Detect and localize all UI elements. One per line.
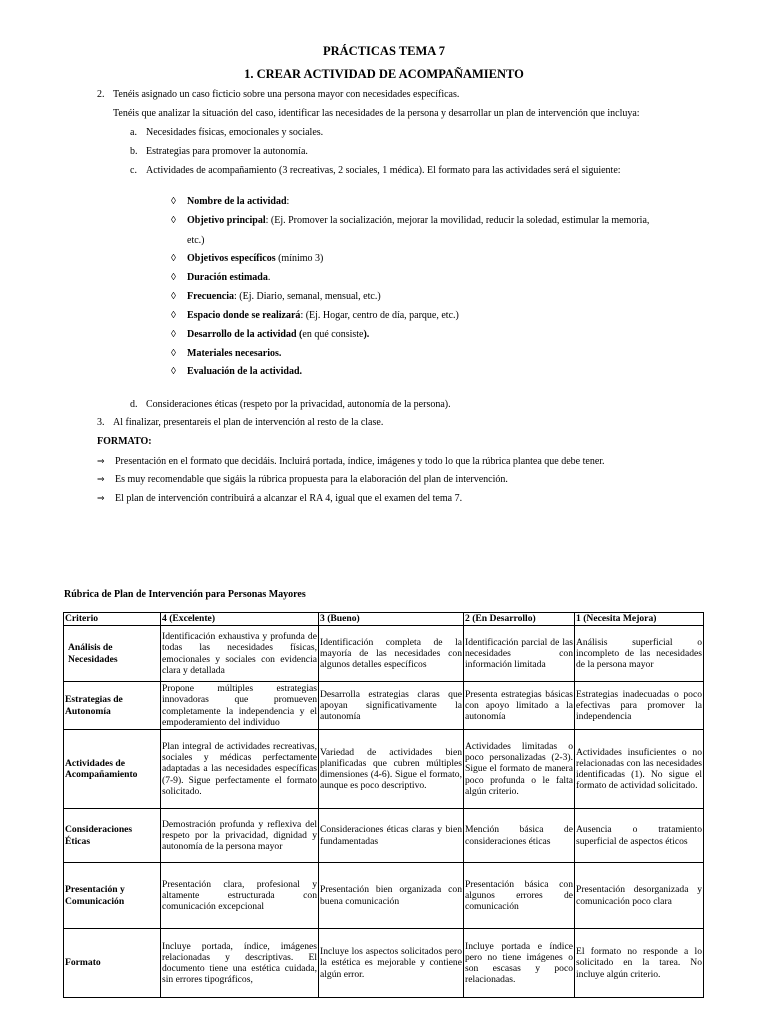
item-3	[97, 416, 383, 429]
bullet-rest: :	[286, 196, 290, 207]
bullet-item	[171, 214, 649, 227]
subitem-letter: d.	[130, 399, 138, 410]
diamond-icon: ◊	[171, 329, 176, 340]
arrow-right-icon: ⇒	[97, 457, 105, 467]
rubric-cell: Variedad de actividades bien planificadas que cubren múltiples dimensiones (4-6). Sigue el formato, aunque es poco descriptivo.	[319, 730, 464, 809]
item-text: Al finalizar, presentareis el plan de intervención al resto de la clase.	[113, 417, 384, 428]
bullet-rest: : (Ej. Promover la socialización, mejorar la movilidad, reducir la soledad, estimular la memoria,	[265, 215, 650, 226]
bullet-bold: Objetivos específicos	[187, 253, 276, 264]
bullet-rest: en qué consiste	[302, 329, 364, 340]
item-2	[97, 88, 459, 101]
subitem-text: Consideraciones éticas (respeto por la privacidad, autonomía de la persona).	[146, 399, 451, 410]
subitem-text: Necesidades físicas, emocionales y sociales.	[146, 127, 324, 138]
header-cell: Criterio	[64, 613, 161, 626]
formato-item	[97, 473, 508, 487]
header-cell: 3 (Bueno)	[319, 613, 464, 626]
table-row	[64, 730, 704, 809]
bullet-item	[171, 309, 459, 322]
header-cell: 4 (Excelente)	[161, 613, 319, 626]
diamond-icon: ◊	[171, 196, 176, 207]
bullet-rest: (mínimo 3)	[275, 253, 324, 264]
table-row	[64, 863, 704, 929]
rubric-cell: Actividades insuficientes o no relacionadas con las necesidades identificadas (1). No sigue el formato de actividad solicitado.	[575, 730, 704, 809]
bullet-item	[171, 252, 323, 265]
subitem-text: Actividades de acompañamiento (3 recreativas, 2 sociales, 1 médica). El formato para las actividades será el siguiente:	[146, 165, 621, 176]
subitem-b	[130, 145, 308, 158]
arrow-right-icon: ⇒	[97, 494, 105, 504]
formato-text: El plan de intervención contribuirá a alcanzar el RA 4, igual que el examen del tema 7.	[115, 493, 463, 504]
subitem-text: Estrategias para promover la autonomía.	[146, 146, 308, 157]
rubric-cell: Desarrolla estrategias claras que apoyan significativamente la autonomía	[319, 682, 464, 730]
header-cell: 2 (En Desarrollo)	[464, 613, 575, 626]
bullet-bold-end: ).	[363, 329, 370, 340]
bullet-bold: Materiales necesarios.	[187, 348, 282, 359]
rubric-cell: Identificación parcial de las necesidades con información limitada	[464, 626, 575, 682]
rubric-cell: Análisis superficial o incompleto de las necesidades de la persona mayor	[575, 626, 704, 682]
formato-label: FORMATO:	[97, 436, 152, 447]
bullet-item	[171, 290, 381, 303]
rubric-cell: Presentación desorganizada y comunicación poco clara	[575, 863, 704, 929]
bullet-bold: Desarrollo de la actividad (	[187, 329, 303, 340]
rubric-cell: Consideraciones éticas claras y bien fundamentadas	[319, 809, 464, 863]
diamond-icon: ◊	[171, 215, 176, 226]
diamond-icon: ◊	[171, 310, 176, 321]
subitem-d	[130, 398, 451, 411]
bullet-rest: : (Ej. Diario, semanal, mensual, etc.)	[234, 291, 381, 302]
formato-item	[97, 492, 462, 506]
bullet-item	[171, 347, 281, 360]
diamond-icon: ◊	[171, 253, 176, 264]
formato-text: Presentación en el formato que decidáis. Incluirá portada, índice, imágenes y todo lo que la rúbrica plantea que debe tener.	[115, 456, 605, 467]
bullet-bold: Nombre de la actividad	[187, 196, 287, 207]
table-row	[64, 929, 704, 998]
formato-item	[97, 455, 605, 469]
rubric-cell: Propone múltiples estrategias innovadoras que promueven completamente la independencia y el empoderamiento del individuo	[162, 683, 317, 728]
table-row	[64, 682, 704, 730]
rubric-cell: El formato no responde a lo solicitado en la tarea. No incluye algún criterio.	[575, 929, 704, 998]
bullet-item	[171, 195, 289, 208]
item-text: Tenéis asignado un caso ficticio sobre una persona mayor con necesidades específicas.	[113, 89, 460, 100]
diamond-icon: ◊	[171, 348, 176, 359]
bullet-item	[171, 271, 270, 284]
rubric-cell: Mención básica de consideraciones éticas	[464, 809, 575, 863]
rubric-cell: Actividades limitadas o poco personalizadas (2-3). Sigue el formato de manera poco profunda o le falta algún criterio.	[464, 730, 575, 809]
table-row	[64, 809, 704, 863]
criterion-cell: Estrategias de Autonomía	[64, 682, 161, 730]
diamond-icon: ◊	[171, 291, 176, 302]
rubric-cell: Demostración profunda y reflexiva del respeto por la privacidad, dignidad y autonomía de la persona mayor	[161, 809, 319, 863]
bullet-rest: .	[267, 272, 271, 283]
rubric-cell: Incluye portada e índice pero no tiene imágenes o son escasas y poco relacionadas.	[464, 929, 575, 998]
bullet-item	[171, 328, 369, 341]
subitem-letter: c.	[130, 165, 137, 176]
rubric-cell: Identificación exhaustiva y profunda de todas las necesidades físicas, emocionales y sociales con evidencia clara y detallada	[161, 626, 319, 682]
rubric-title: Rúbrica de Plan de Intervención para Personas Mayores	[64, 589, 306, 600]
rubric-cell: Presentación clara, profesional y altamente estructurada con comunicación excepcional	[161, 863, 319, 929]
diamond-icon: ◊	[171, 366, 176, 377]
rubric-cell: Identificación completa de la mayoría de las necesidades con algunos detalles específicos	[319, 626, 464, 682]
subitem-letter: b.	[130, 146, 138, 157]
bullet-bold: Espacio donde se realizará	[187, 310, 301, 321]
criterion-cell: Consideraciones Éticas	[64, 809, 161, 863]
item-2-intro: Tenéis que analizar la situación del caso, identificar las necesidades de la persona y desarrollar un plan de intervención que incluya:	[113, 108, 640, 119]
rubric-cell: Estrategias inadecuadas o poco efectivas para promover la independencia	[575, 682, 704, 730]
criterion-cell: Formato	[64, 929, 161, 998]
criterion-cell: Actividades de Acompañamiento	[64, 730, 161, 809]
rubric-cell: Incluye portada, índice, imágenes relacionadas y descriptivas. El documento tiene una estética cuidada, sin errores tipográficos,	[161, 929, 319, 998]
diamond-icon: ◊	[171, 272, 176, 283]
table-header-row	[64, 613, 704, 626]
rubric-cell: Ausencia o tratamiento superficial de aspectos éticos	[575, 809, 704, 863]
rubric-table	[63, 612, 704, 998]
bullet-bold: Duración estimada	[187, 272, 268, 283]
criterion-cell: Presentación y Comunicación	[64, 863, 161, 929]
bullet-continuation: etc.)	[187, 235, 205, 246]
bullet-bold: Objetivo principal	[187, 215, 266, 226]
rubric-cell: Presenta estrategias básicas con apoyo limitado a la autonomía	[464, 682, 575, 730]
subitem-a	[130, 126, 323, 139]
arrow-right-icon: ⇒	[97, 475, 105, 485]
header-cell: 1 (Necesita Mejora)	[575, 613, 704, 626]
rubric-cell: Incluye los aspectos solicitados pero la estética es mejorable y contiene algún error.	[319, 929, 464, 998]
item-number: 2.	[97, 89, 105, 100]
bullet-bold: Evaluación de la actividad.	[187, 366, 303, 377]
subitem-c	[130, 164, 621, 177]
section-title: 1. CREAR ACTIVIDAD DE ACOMPAÑAMIENTO	[244, 67, 524, 81]
bullet-rest: : (Ej. Hogar, centro de día, parque, etc.)	[300, 310, 459, 321]
bullet-bold: Frecuencia	[187, 291, 235, 302]
formato-text: Es muy recomendable que sigáis la rúbrica propuesta para la elaboración del plan de intervención.	[115, 474, 508, 485]
criterion-cell: Análisis de Necesidades	[64, 626, 161, 682]
page-title: PRÁCTICAS TEMA 7	[322, 44, 445, 58]
item-number: 3.	[97, 417, 105, 428]
rubric-cell: Plan integral de actividades recreativas, sociales y médicas perfectamente adaptadas a las necesidades específicas (7-9). Sigue perfectamente el formato solicitado.	[161, 730, 319, 809]
table-row	[64, 626, 704, 682]
rubric-cell: Presentación básica con algunos errores de comunicación	[464, 863, 575, 929]
rubric-cell: Presentación bien organizada con buena comunicación	[319, 863, 464, 929]
bullet-item	[171, 365, 302, 378]
subitem-letter: a.	[130, 127, 137, 138]
